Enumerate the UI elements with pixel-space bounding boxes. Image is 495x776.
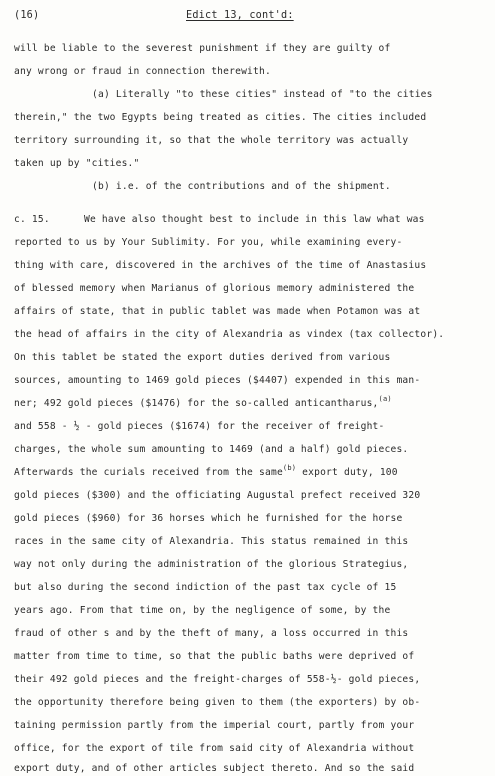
page-number: (16) — [14, 10, 40, 21]
text-line: way not only during the administration of the glorious Strategius, — [14, 559, 409, 570]
text-line: thing with care, discovered in the archives of the time of Anastasius — [14, 260, 427, 271]
text-span: Afterwards the curials received from the same — [14, 467, 283, 478]
text-line: taken up by "cities." — [14, 158, 140, 169]
footnote-mark-a: (a) — [378, 395, 392, 403]
text-line: sources, amounting to 1469 gold pieces ($4407) expended in this man- — [14, 375, 421, 386]
text-line: charges, the whole sum amounting to 1469 (and a half) gold pieces. — [14, 444, 409, 455]
text-line: and 558 - ½ - gold pieces ($1674) for the receiver of freight- — [14, 421, 385, 432]
text-line: their 492 gold pieces and the freight-charges of 558-½- gold pieces, — [14, 674, 421, 685]
footnote-b: (b) i.e. of the contributions and of the shipment. — [92, 181, 391, 192]
text-line: the opportunity therefore being given to them (the exporters) by ob- — [14, 697, 421, 708]
text-line: races in the same city of Alexandria. This status remained in this — [14, 536, 409, 547]
text-line: years ago. From that time on, by the negligence of some, by the — [14, 605, 391, 616]
text-line: territory surrounding it, so that the whole territory was actually — [14, 135, 409, 146]
text-line: export duty, and of other articles subject thereto. And so the said — [14, 763, 415, 774]
section-label: c. 15. — [14, 214, 50, 225]
text-line: will be liable to the severest punishment if they are guilty of — [14, 43, 391, 54]
text-span: ner; 492 gold pieces ($1476) for the so-called anticantharus, — [14, 398, 379, 409]
text-line: office, for the export of tile from said city of Alexandria without — [14, 743, 415, 754]
text-line: of blessed memory when Marianus of glorious memory administered the — [14, 283, 415, 294]
text-line: gold pieces ($960) for 36 horses which he furnished for the horse — [14, 513, 403, 524]
text-line: affairs of state, that in public tablet was made when Potamon was at — [14, 306, 421, 317]
text-line: but also during the second indiction of the past tax cycle of 15 — [14, 582, 397, 593]
text-line: taining permission partly from the imperial court, partly from your — [14, 720, 415, 731]
text-line: On this tablet be stated the export duties derived from various — [14, 352, 391, 363]
footnote-a: (a) Literally "to these cities" instead of "to the cities — [92, 89, 433, 100]
text-line: any wrong or fraud in connection therewith. — [14, 66, 271, 77]
text-line: fraud of other s and by the theft of many, a loss occurred in this — [14, 628, 409, 639]
text-line: the head of affairs in the city of Alexandria as vindex (tax collector). — [14, 329, 445, 340]
text-line: matter from time to time, so that the public baths were deprived of — [14, 651, 415, 662]
text-line: reported to us by Your Sublimity. For you, while examining every- — [14, 237, 403, 248]
text-line — [14, 464, 398, 479]
text-span: export duty, 100 — [296, 467, 398, 478]
page-title: Edict 13, cont'd: — [186, 10, 294, 21]
text-line: therein," the two Egypts being treated as cities. The cities included — [14, 112, 427, 123]
footnote-mark-b: (b) — [282, 464, 297, 472]
text-line — [14, 395, 392, 410]
text-line: gold pieces ($300) and the officiating Augustal prefect received 320 — [14, 490, 421, 501]
text-line: We have also thought best to include in this law what was — [84, 214, 425, 225]
